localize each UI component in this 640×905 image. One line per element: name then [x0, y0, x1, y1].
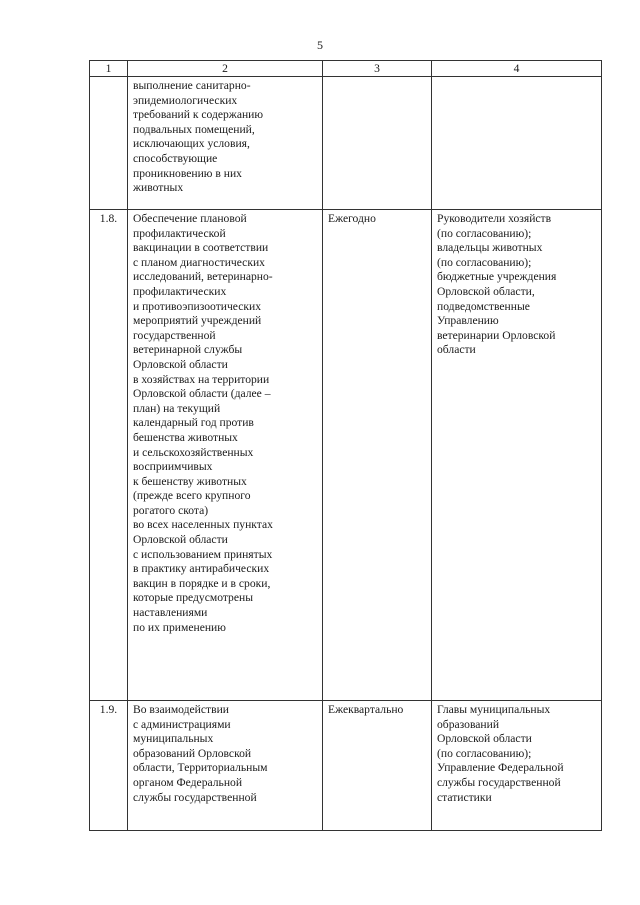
- executors-text-line: Орловской области: [437, 732, 532, 746]
- measure-text-line: мероприятий учреждений: [133, 314, 262, 328]
- measure-text-line: ветеринарной службы: [133, 343, 243, 357]
- measure-text-line: требований к содержанию: [133, 108, 264, 122]
- cell-term: [323, 77, 432, 210]
- table-row: [90, 701, 602, 831]
- measure-text-line: исключающих условия,: [133, 137, 250, 151]
- measure-text-line: рогатого скота): [133, 503, 209, 517]
- measure-text-line: службы государственной: [133, 790, 257, 804]
- page-number: 5: [317, 38, 323, 52]
- column-header: 4: [432, 61, 602, 77]
- row-number: 1.9.: [90, 701, 128, 831]
- measure-text-line: эпидемиологических: [133, 93, 238, 107]
- executors-text-line: подведомственные: [437, 299, 530, 313]
- measure-text-line: Во взаимодействии: [133, 703, 229, 716]
- measure-text-line: план) на текущий: [133, 401, 221, 415]
- measure-text-line: образований Орловской: [133, 746, 252, 760]
- measure-text-line: исследований, ветеринарно-: [133, 270, 273, 284]
- measure-text-line: (прежде всего крупного: [133, 489, 251, 503]
- executors-text-line: статистики: [437, 790, 492, 804]
- executors-text-line: Управлению: [437, 314, 499, 328]
- executors-text-line: службы государственной: [437, 775, 561, 789]
- table-row: [90, 210, 602, 701]
- executors-text-line: Руководители хозяйств: [437, 212, 552, 225]
- executors-text-line: Главы муниципальных: [437, 703, 551, 716]
- measure-text-line: во всех населенных пунктах: [133, 518, 273, 532]
- executors-text-line: (по согласованию);: [437, 746, 532, 760]
- measure-text-line: Обеспечение плановой: [133, 212, 247, 225]
- measure-text-line: наставлениями: [133, 606, 208, 620]
- measure-text-line: способствующие: [133, 151, 218, 165]
- cell-measure: [128, 210, 323, 701]
- measure-text-line: вакцин в порядке и в сроки,: [133, 576, 271, 590]
- executors-text-line: владельцы животных: [437, 241, 543, 255]
- column-header: 1: [90, 61, 128, 77]
- measure-text-line: Орловской области: [133, 357, 228, 371]
- executors-text-line: Орловской области,: [437, 284, 535, 298]
- executors-text-line: области: [437, 343, 476, 357]
- table-body: [90, 77, 602, 831]
- row-number: [90, 77, 128, 210]
- measure-text-line: с администрациями: [133, 717, 231, 731]
- measure-text-line: восприимчивых: [133, 460, 213, 474]
- measure-text-line: подвальных помещений,: [133, 122, 255, 136]
- measure-text-line: органом Федеральной: [133, 775, 243, 789]
- executors-text-line: (по согласованию);: [437, 226, 532, 240]
- measure-text-line: выполнение санитарно-: [133, 79, 251, 92]
- measure-text-line: вакцинации в соответствии: [133, 241, 269, 255]
- measure-text-line: животных: [133, 181, 184, 195]
- measure-text-line: Орловской области: [133, 533, 228, 547]
- column-header: 2: [128, 61, 323, 77]
- cell-executors: [432, 77, 602, 210]
- cell-term: [323, 701, 432, 831]
- measure-text-line: календарный год против: [133, 416, 254, 430]
- measures-table: [89, 60, 602, 831]
- cell-measure: [128, 77, 323, 210]
- executors-text-line: образований: [437, 717, 500, 731]
- measure-text-line: профилактической: [133, 226, 226, 240]
- measure-text-line: в практику антирабических: [133, 562, 270, 576]
- column-header: 3: [323, 61, 432, 77]
- row-number: 1.8.: [90, 210, 128, 701]
- measure-text-line: с планом диагностических: [133, 255, 265, 269]
- measure-text-line: муниципальных: [133, 732, 214, 746]
- term-text-line: Ежегодно: [328, 212, 376, 225]
- cell-term: [323, 210, 432, 701]
- measure-text-line: Орловской области (далее –: [133, 387, 271, 401]
- measure-text-line: и противоэпизоотических: [133, 299, 262, 313]
- measure-text-line: которые предусмотрены: [133, 591, 253, 605]
- measure-text-line: бешенства животных: [133, 430, 238, 444]
- table-header-row: [90, 61, 602, 77]
- cell-measure: [128, 701, 323, 831]
- measure-text-line: с использованием принятых: [133, 547, 273, 561]
- cell-executors: [432, 210, 602, 701]
- measure-text-line: проникновению в них: [133, 166, 242, 180]
- measure-text-line: и сельскохозяйственных: [133, 445, 254, 459]
- term-text-line: Ежеквартально: [328, 703, 404, 716]
- cell-executors: [432, 701, 602, 831]
- measure-text-line: по их применению: [133, 620, 226, 634]
- measure-text-line: государственной: [133, 328, 216, 342]
- executors-text-line: (по согласованию);: [437, 255, 532, 269]
- measure-text-line: профилактических: [133, 284, 227, 298]
- executors-text-line: ветеринарии Орловской: [437, 328, 556, 342]
- table-row: [90, 77, 602, 210]
- measure-text-line: области, Территориальным: [133, 761, 268, 775]
- executors-text-line: Управление Федеральной: [437, 761, 564, 775]
- executors-text-line: бюджетные учреждения: [437, 270, 557, 284]
- measure-text-line: в хозяйствах на территории: [133, 372, 270, 386]
- measure-text-line: к бешенству животных: [133, 474, 247, 488]
